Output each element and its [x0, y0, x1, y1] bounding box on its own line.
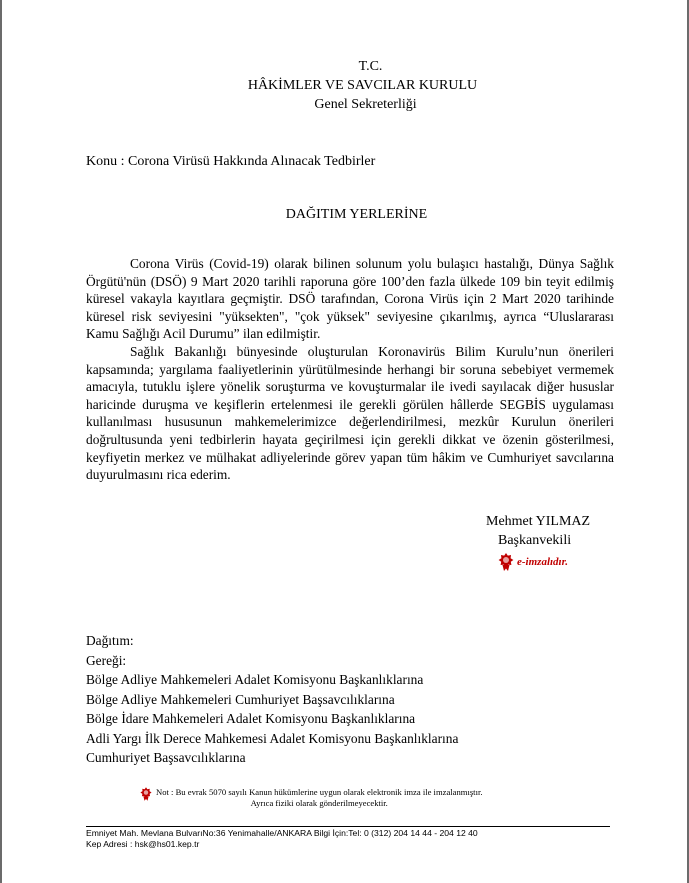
distribution-item: Bölge İdare Mahkemeleri Adalet Komisyonu Başkanlıklarına: [86, 711, 416, 726]
note-line-2: Ayrıca fiziki olarak gönderilmeyecektir.: [250, 798, 388, 808]
footer: [86, 828, 478, 850]
signer-title: Başkanvekili: [498, 533, 572, 548]
distribution-list: [86, 631, 458, 768]
distribution-title-text: DAĞITIM YERLERİNE: [285, 207, 428, 222]
footer-kep: Kep Adresi : hsk@hs01.kep.tr: [86, 839, 200, 849]
signer-name: Mehmet YILMAZ: [486, 514, 591, 529]
esign-label: e-imzalıdır.: [517, 556, 569, 568]
seal-icon: [498, 553, 514, 571]
distribution-item: Cumhuriyet Başsavcılıklarına: [86, 750, 246, 765]
header-tc: T.C.: [358, 59, 383, 74]
footer-divider: [86, 826, 610, 827]
distribution-item: Bölge Adliye Mahkemeleri Adalet Komisyonu Başkanlıklarına: [86, 672, 424, 687]
distribution-item: Adli Yargı İlk Derece Mahkemesi Adalet Komisyonu Başkanlıklarına: [86, 730, 459, 746]
signature-block: [486, 512, 606, 550]
footer-address: Emniyet Mah. Mevlana BulvarıNo:36 Yenimahalle/ANKARA Bilgi İçin:Tel: 0 (312) 204 14 44 - 204 12 40: [86, 828, 478, 838]
distribution-item: Bölge Adliye Mahkemeleri Cumhuriyet Başsavcılıklarına: [86, 691, 395, 707]
distribution-heading: Dağıtım:: [86, 633, 134, 648]
letterhead: [0, 57, 689, 114]
body-paragraph-1: Corona Virüs (Covid-19) olarak bilinen solunum yolu bulaşıcı hastalığı, Dünya Sağlık Örgütü'nün (DSÖ) 9 Mart 2020 tarihli raporuna göre 100’den fazla ülkede 109 bin teyit edilmiş küresel vakayla kayıtlara geçmiştir. DSÖ tarafından, Corona Virüs için 2 Mart 2020 tarihinde küresel risk seviyesini "yüksekten", "çok yüksek" seviyesine çıkarılmış, ayrıca “Uluslararası Kamu Sağlığı Acil Durumu” ilan edilmiştir.: [86, 256, 614, 342]
header-department: Genel Sekreterliği: [314, 97, 417, 112]
page-edge-left: [0, 0, 2, 883]
letter-body: [86, 255, 614, 484]
header-institution: HÂKİMLER VE SAVCILAR KURULU: [247, 78, 478, 93]
note-line-1: Not : Bu evrak 5070 sayılı Kanun hükümlerine uygun olarak elektronik imza ile imzalanmıştır.: [156, 787, 483, 797]
subject-line: Konu : Corona Virüsü Hakkında Alınacak Tedbirler: [86, 154, 376, 169]
distribution-subheading: Gereği:: [86, 652, 127, 668]
seal-icon: [140, 787, 152, 801]
body-paragraph-2: Sağlık Bakanlığı bünyesinde oluşturulan Koronavirüs Bilim Kurulu’nun önerileri kapsamında; yargılama faaliyetlerinin yürütülmesinde herhangi bir soruna sebebiyet vermemek amacıyla, tutuklu işlere yönelik soruşturma ve kovuşturmalar ile ivedi sayılacak diğer hususlar haricinde duruşma ve keşiflerin ertelenmesi ile gerekli görülen hâllerde SEGBİS uygulaması kullanılması hususunun mahkemelerimizce değerlendirilmesi, mezkûr Kurulun önerileri doğrultusunda yeni tedbirlerin hayata geçirilmesi için gerekli dikkat ve özenin gösterilmesi, keyfiyetin merkez ve mülhakat adliyelerinde görev yapan tüm hâkim ve Cumhuriyet savcılarına duyurulmasını rica ederim.: [86, 343, 614, 483]
distribution-title: [0, 207, 689, 223]
esign-note: [140, 787, 570, 809]
esign-stamp: [498, 553, 568, 571]
